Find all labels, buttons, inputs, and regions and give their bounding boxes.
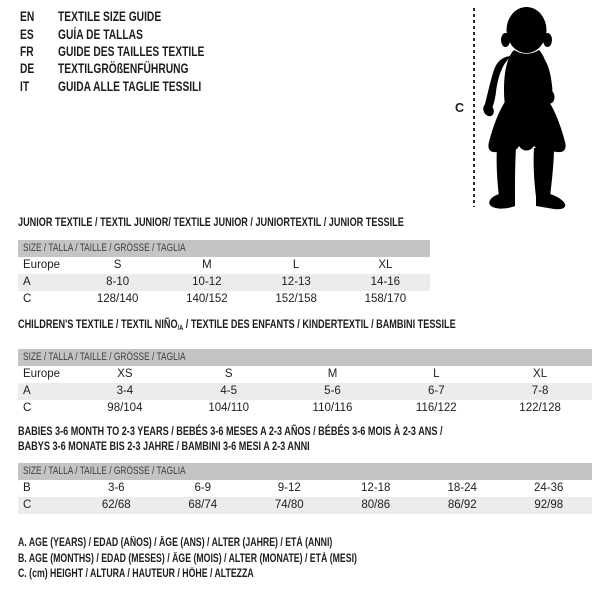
size-table-rows — [18, 257, 430, 308]
row-label: C — [23, 499, 32, 511]
row-label: Europe — [23, 259, 61, 271]
size-value-cell: 116/122 — [415, 402, 457, 414]
size-value-cell: 3-6 — [107, 482, 125, 494]
size-value-cell: 18-24 — [447, 482, 477, 494]
language-title: TEXTILGRÖßENFÜHRUNG — [58, 61, 189, 77]
size-value-cell: S — [113, 259, 122, 271]
size-value-cell: 110/116 — [312, 402, 353, 414]
table-row — [18, 497, 592, 514]
size-header-bar: SIZE / TALLA / TAILLE / GRÖSSE / TAGLIA — [18, 240, 430, 257]
junior-section-title: JUNIOR TEXTILE / TEXTIL JUNIOR/ TEXTILE JUNIOR / JUNIORTEXTIL / JUNIOR TESSILE — [18, 215, 404, 229]
row-label: B — [23, 482, 31, 494]
size-value-cell: 158/170 — [364, 293, 407, 305]
children-size-table — [18, 349, 592, 417]
size-value-cell: 14-16 — [370, 276, 401, 288]
language-row — [20, 8, 251, 25]
size-value-cell: 6-9 — [194, 482, 212, 494]
baby-silhouette-icon — [470, 0, 600, 215]
legend-line-age-months: B. AGE (MONTHS) / EDAD (MESES) / ÂGE (MOIS) / ALTER (MONATE) / ETÀ (MESI) — [18, 552, 357, 565]
measurement-legend — [18, 536, 464, 583]
size-value-cell: 80/86 — [361, 499, 391, 511]
size-value-cell: 5-6 — [324, 385, 341, 397]
size-value-cell: 122/128 — [519, 402, 561, 414]
size-value-cell: XL — [533, 368, 548, 380]
row-label: C — [23, 293, 32, 305]
size-value-cell: 10-12 — [192, 276, 222, 288]
size-value-cell: 12-13 — [281, 276, 311, 288]
size-value-cell: 68/74 — [188, 499, 218, 511]
size-value-cell: L — [433, 368, 440, 380]
row-label: C — [23, 402, 32, 414]
size-value-cell: 152/158 — [275, 293, 317, 305]
size-value-cell: XL — [378, 259, 393, 271]
size-value-cell: 104/110 — [208, 402, 250, 414]
language-code: EN — [20, 9, 35, 25]
legend-line-age-years: A. AGE (YEARS) / EDAD (AÑOS) / ÂGE (ANS) / ALTER (JAHRE) / ETÀ (ANNI) — [18, 537, 333, 549]
size-value-cell: 24-36 — [534, 482, 564, 494]
language-title-list — [20, 8, 251, 95]
size-value-cell: 7-8 — [531, 385, 549, 397]
table-row — [18, 383, 592, 400]
size-value-cell: L — [292, 259, 300, 271]
children-section-title: CHILDREN'S TEXTILE / TEXTIL $NIÑO_{/A}$ / TEXTILE DES ENFANTS / KINDERTEXTIL / BAMBINI TESSILE — [18, 317, 456, 332]
table-row — [18, 400, 592, 417]
size-value-cell: XS — [117, 368, 133, 380]
legend-line-height: C. (cm) HEIGHT / ALTURA / HAUTEUR / HÖHE / ALTEZZA — [18, 568, 254, 581]
babies-size-table — [18, 463, 592, 514]
size-value-cell: 92/98 — [534, 499, 564, 511]
size-value-cell: 3-4 — [116, 385, 134, 397]
language-row — [20, 60, 251, 77]
row-label: A — [23, 385, 31, 397]
size-value-cell: S — [224, 368, 233, 380]
size-table-rows — [18, 480, 592, 514]
size-value-cell: 86/92 — [447, 499, 477, 511]
size-header-bar: SIZE / TALLA / TAILLE / GRÖSSE / TAGLIA — [18, 349, 592, 366]
language-code: IT — [20, 78, 30, 94]
table-row — [18, 366, 592, 383]
table-row — [18, 257, 430, 274]
language-code: DE — [20, 61, 35, 77]
language-title: TEXTILE SIZE GUIDE — [58, 9, 162, 25]
table-row — [18, 291, 430, 308]
row-label: A — [23, 276, 31, 288]
size-value-cell: 6-7 — [427, 385, 445, 397]
language-title: GUIDE DES TAILLES TEXTILE — [58, 43, 205, 59]
size-value-cell: 62/68 — [101, 499, 131, 511]
size-value-cell: 74/80 — [274, 499, 304, 511]
size-header-bar: SIZE / TALLA / TAILLE / GRÖSSE / TAGLIA — [18, 463, 592, 480]
language-row — [20, 43, 251, 60]
size-value-cell: 128/140 — [96, 293, 139, 305]
table-row — [18, 274, 430, 291]
junior-size-table — [18, 240, 430, 308]
size-value-cell: M — [327, 368, 338, 380]
language-title: GUÍA DE TALLAS — [58, 26, 143, 42]
size-value-cell: 9-12 — [277, 482, 301, 494]
size-value-cell: 98/104 — [107, 402, 143, 414]
language-code: ES — [20, 26, 34, 42]
size-value-cell: 12-18 — [361, 482, 391, 494]
table-row — [18, 480, 592, 497]
size-value-cell: 4-5 — [220, 385, 237, 397]
language-row — [20, 25, 251, 42]
language-row — [20, 78, 251, 95]
size-value-cell: 8-10 — [106, 276, 130, 288]
language-title: GUIDA ALLE TAGLIE TESSILI — [58, 78, 202, 94]
language-code: FR — [20, 43, 34, 59]
size-value-cell: M — [202, 259, 212, 271]
row-label: Europe — [23, 368, 61, 380]
subscript-suffix: /A — [177, 322, 184, 332]
height-measure-label: C — [455, 101, 465, 115]
babies-section-title: BABIES 3-6 MONTH TO 2-3 YEARS / BEBÉS 3-6 MESES A 2-3 AÑOS / BÉBÉS 3-6 MOIS À 2-3 ANS / BABYS 3-6 MONATE BIS 2-3 JAHRE / BAMBINI 3-6 MESI A 2-3 ANNI — [18, 424, 443, 453]
size-table-rows — [18, 366, 592, 417]
size-value-cell: 140/152 — [186, 293, 228, 305]
